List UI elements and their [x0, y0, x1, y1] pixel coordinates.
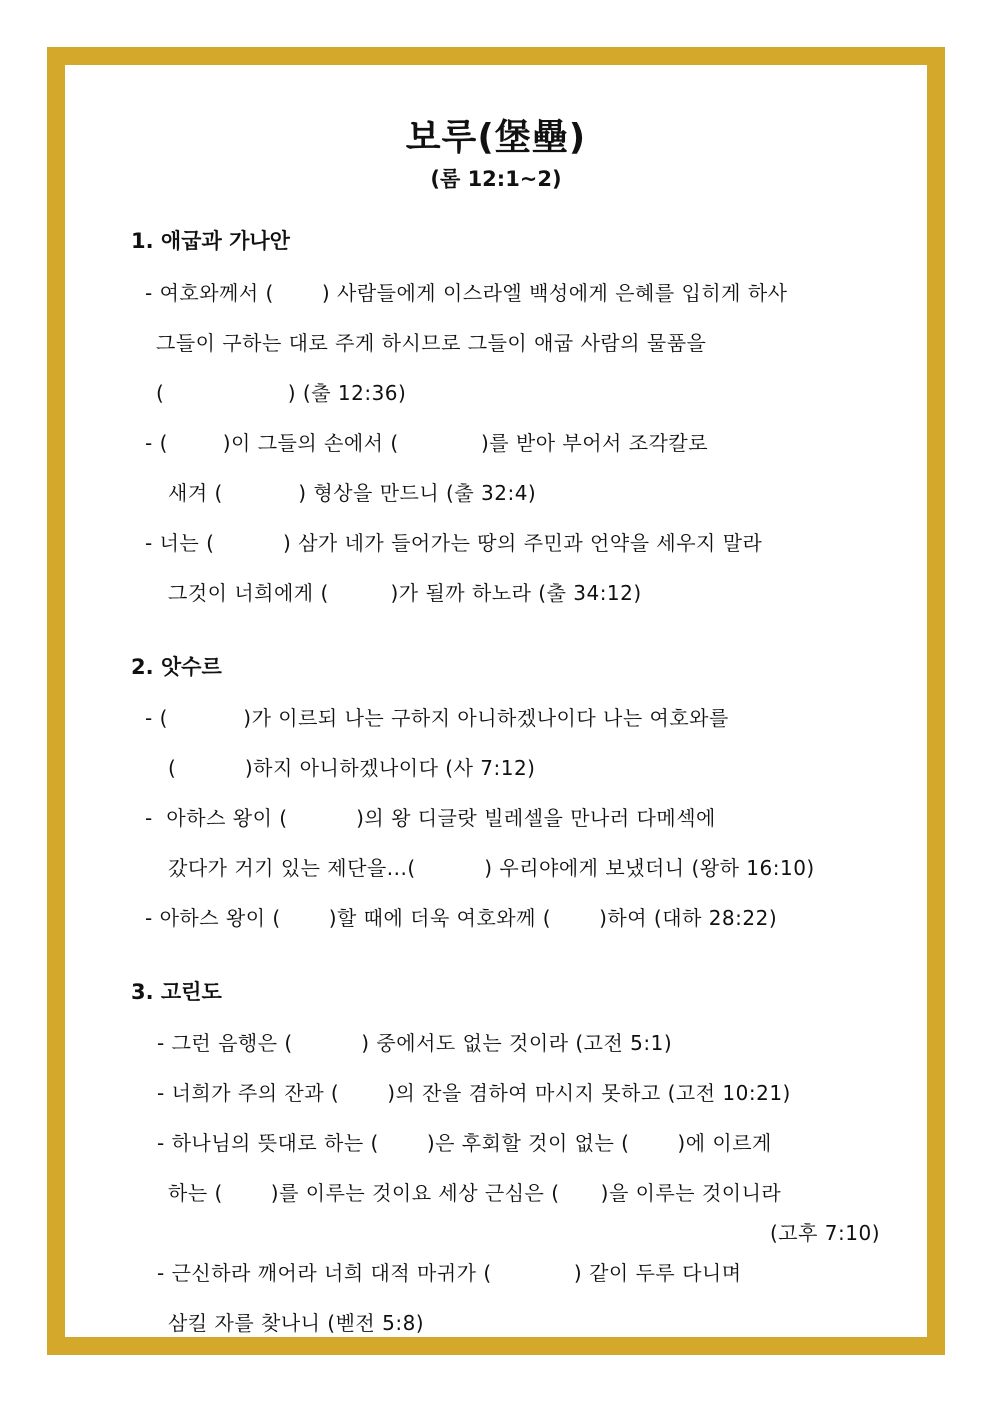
scripture-citation: (고후 7:10)	[770, 1221, 881, 1245]
fill-blank-line: 하는 ( )를 이루는 것이요 세상 근심은 ( )을 이루는 것이니라	[168, 1181, 782, 1205]
fill-blank-line: 삼킬 자를 찾나니 (벧전 5:8)	[168, 1311, 425, 1335]
fill-blank-line: 그것이 너희에게 ( )가 될까 하노라 (출 34:12)	[168, 581, 642, 605]
fill-blank-line: ( ) (출 12:36)	[156, 381, 407, 405]
fill-blank-line: - ( )가 이르되 나는 구하지 아니하겠나이다 나는 여호와를	[145, 706, 729, 730]
page-content	[65, 65, 927, 1337]
fill-blank-line: - ( )이 그들의 손에서 ( )를 받아 부어서 조각칼로	[145, 431, 709, 455]
fill-blank-line: - 근신하라 깨어라 너희 대적 마귀가 ( ) 같이 두루 다니며	[157, 1261, 742, 1285]
page-frame-border	[47, 47, 945, 1355]
fill-blank-line: 새겨 ( ) 형상을 만드니 (출 32:4)	[168, 481, 537, 505]
fill-blank-line: - 아하스 왕이 ( )할 때에 더욱 여호와께 ( )하여 (대하 28:22)	[145, 906, 778, 930]
page-title: 보루(堡壘)	[405, 117, 587, 158]
fill-blank-line: ( )하지 아니하겠나이다 (사 7:12)	[168, 756, 536, 780]
fill-blank-line: - 하나님의 뜻대로 하는 ( )은 후회할 것이 없는 ( )에 이르게	[157, 1131, 772, 1155]
fill-blank-line: 갔다가 거기 있는 제단을...( ) 우리야에게 보냈더니 (왕하 16:10)	[168, 856, 815, 880]
fill-blank-line: - 아하스 왕이 ( )의 왕 디글랏 빌레셀을 만나러 다메섹에	[145, 806, 716, 830]
fill-blank-line: - 너희가 주의 잔과 ( )의 잔을 겸하여 마시지 못하고 (고전 10:21)	[157, 1081, 791, 1105]
fill-blank-line: 그들이 구하는 대로 주게 하시므로 그들이 애굽 사람의 물품을	[156, 331, 707, 355]
section-heading-corinth: 3. 고린도	[131, 980, 222, 1004]
fill-blank-line: - 여호와께서 ( ) 사람들에게 이스라엘 백성에게 은혜를 입히게 하사	[145, 281, 788, 305]
fill-blank-line: - 그런 음행은 ( ) 중에서도 없는 것이라 (고전 5:1)	[157, 1031, 673, 1055]
scripture-reference: (롬 12:1~2)	[430, 167, 562, 191]
section-heading-assyria: 2. 앗수르	[131, 655, 222, 679]
section-heading-egypt-canaan: 1. 애굽과 가나안	[131, 229, 290, 253]
fill-blank-line: - 너는 ( ) 삼가 네가 들어가는 땅의 주민과 언약을 세우지 말라	[145, 531, 763, 555]
